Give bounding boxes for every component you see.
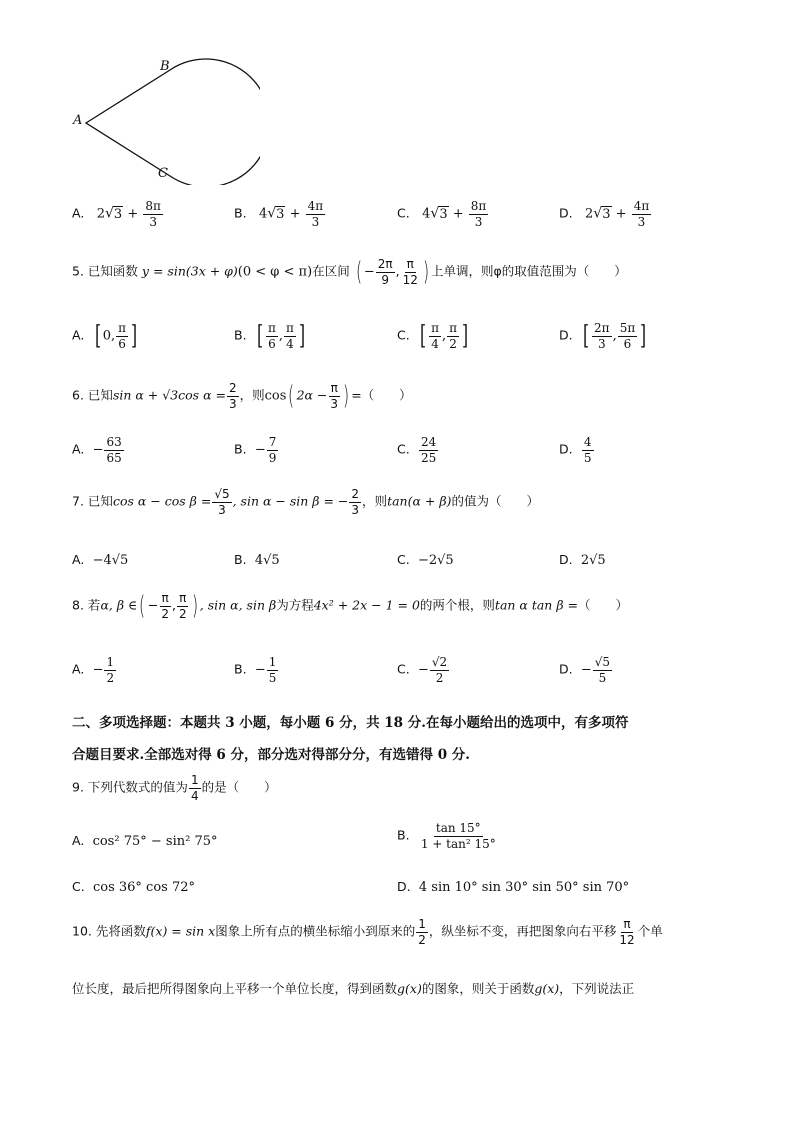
q7-option-a[interactable]: A. −4√5 [72,552,129,568]
q10-stem-line1: 10. 先将函数f(x) = sin x图象上所有点的横坐标缩小到原来的 $\frac{1}{2}$ ，纵坐标不变，再把图象向右平移 $\frac{\pi}{12}$ 个单 [72,917,663,947]
q8-stem: 8. 若α, β ∈( − $\frac{\pi}{2}$ , $\frac{\pi}{2}$ ) , sin α, sin β为方程4x² + 2x − 1 = 0的两个根，则tan α tan β =（ ） [72,591,629,622]
q7-option-b[interactable]: B. 4√5 [234,552,280,568]
q5-stem: 5. 已知函数 y = sin(3x + φ)(0 < φ < π)在区间 ( − $\frac{2\pi}{9}$ , $\frac{\pi}{12}$ ) 上单调，则φ的取值范围为（ ） [72,257,627,288]
q9-stem: 9. 下列代数式的值为 $\frac{1}{4}$ 的是（ ） [72,773,277,803]
section-heading-line2: 合题目要求.全部选对得 6 分，部分选对得部分分，有选错得 0 分. [72,747,470,763]
q8-option-c[interactable]: C. − $\frac{√2}{2}$ [397,655,448,685]
label-c: C [158,166,168,181]
q6-option-c[interactable]: C. $\frac{24}{25}$ [397,435,437,465]
q8-option-a[interactable]: A. − $\frac{1}{2}$ [72,655,115,685]
q9-option-b[interactable]: B. $\frac{\tan 15^\circ}{\text{1 + tan² 15°}}$ [397,821,496,851]
q5-option-c[interactable]: C. [ $\frac{\pi}{4}$ , $\frac{\pi}{2}$ ] [397,321,469,352]
q7-option-d[interactable]: D. 2√5 [559,552,606,568]
q5-option-b[interactable]: B. [ $\frac{\pi}{6}$ , $\frac{\pi}{4}$ ] [234,321,306,352]
q9-option-d[interactable]: D. 4 sin 10° sin 30° sin 50° sin 70° [397,879,630,895]
q9-option-c[interactable]: C. cos 36° cos 72° [72,879,196,895]
q5-option-d[interactable]: D. [ $\frac{2\pi}{3}$ , $\frac{5\pi}{6}$ ] [559,321,647,352]
label-a: A [73,113,83,128]
q7-option-c[interactable]: C. −2√5 [397,552,454,568]
q6-stem: 6. 已知sin α + √3cos α = $\frac{2}{3}$ ，则cos( 2α − $\frac{\pi}{3}$ ) =（ ） [72,381,412,412]
geometry-figure [60,55,260,185]
q6-option-a[interactable]: A. − $\frac{63}{65}$ [72,435,122,465]
q4-option-b[interactable]: B. 4√3 + $\frac{4\pi}{3}$ [234,199,324,229]
q9-option-a[interactable]: A. cos² 75° − sin² 75° [72,833,218,849]
q7-stem: 7. 已知cos α − cos β = $\frac{√5}{3}$ , sin α − sin β = − $\frac{2}{3}$ ，则tan(α + β)的值为（ ） [72,487,539,517]
q4-option-d[interactable]: D. 2√3 + $\frac{4\pi}{3}$ [559,199,650,229]
section-heading-line1: 二、多项选择题：本题共 3 小题，每小题 6 分，共 18 分.在每小题给出的选项中，有多项符 [72,715,629,731]
q6-option-d[interactable]: D. $\frac{4}{5}$ [559,435,592,465]
q4-option-c[interactable]: C. 4√3 + $\frac{8\pi}{3}$ [397,199,487,229]
q5-option-a[interactable]: A. [ 0, $\frac{\pi}{6}$ ] [72,321,138,352]
q10-stem-line2: 位长度，最后把所得图象向上平移一个单位长度，得到函数g(x)的图象，则关于函数g(x)，下列说法正 [72,981,635,996]
q6-option-b[interactable]: B. − $\frac{7}{9}$ [234,435,277,465]
q8-option-b[interactable]: B. − $\frac{1}{5}$ [234,655,277,685]
q8-option-d[interactable]: D. − $\frac{√5}{5}$ [559,655,611,685]
q4-option-a[interactable]: A. 2√3 + $\frac{8\pi}{3}$ [72,199,161,229]
label-b: B [160,59,170,74]
